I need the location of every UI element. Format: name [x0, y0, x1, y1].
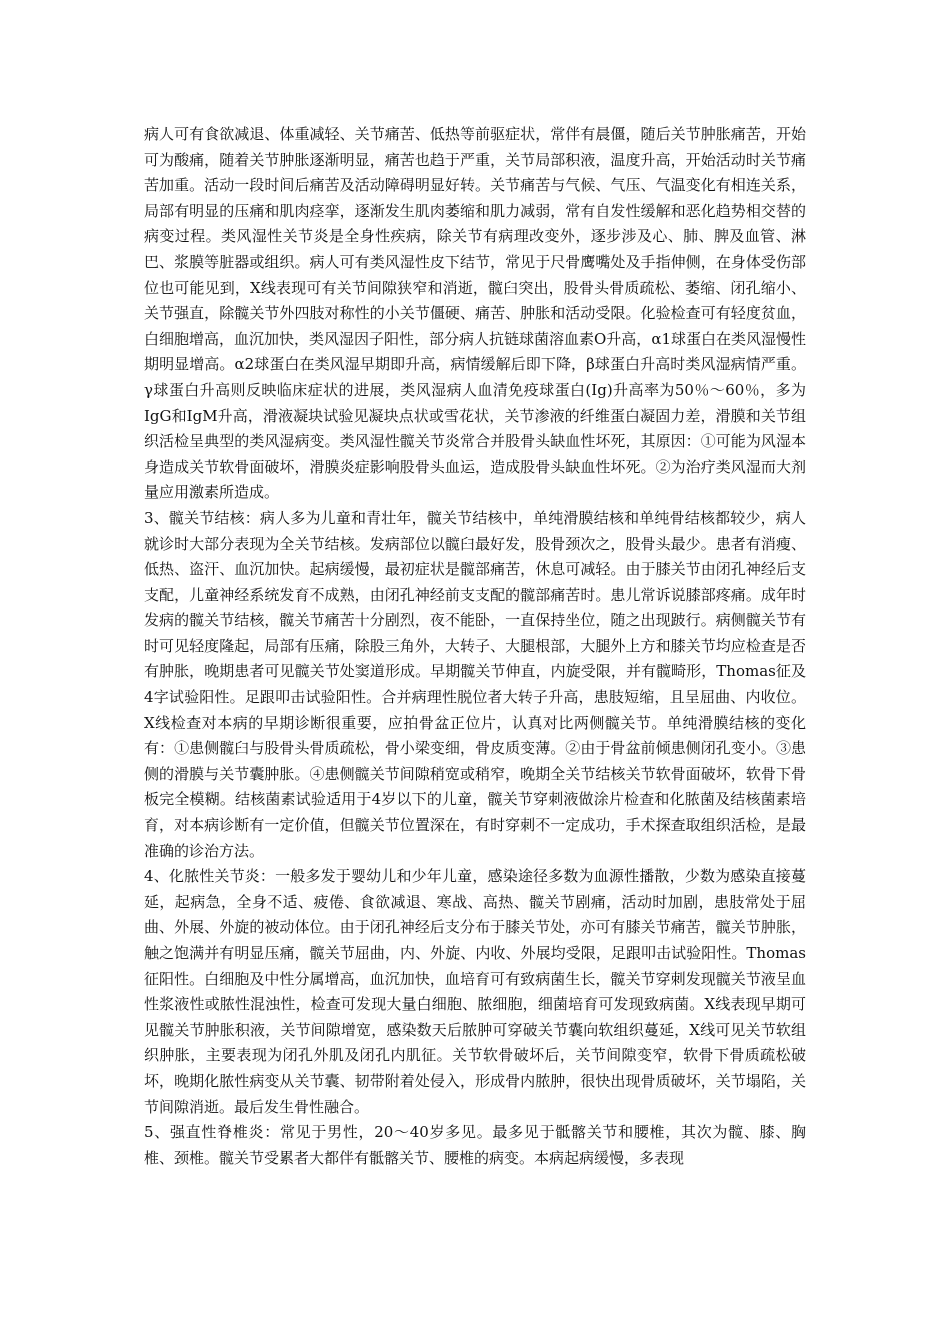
- paragraph-rheumatoid-arthritis: 病人可有食欲减退、体重减轻、关节痛苦、低热等前驱症状，常伴有晨僵，随后关节肿胀痛苦，开始可为酸痛，随着关节肿胀逐渐明显，痛苦也趋于严重，关节局部积液，温度升高，开始活动时关节痛苦加重。活动一段时间后痛苦及活动障碍明显好转。关节痛苦与气候、气压、气温变化有相连关系，局部有明显的压痛和肌肉痉挛，逐渐发生肌肉萎缩和肌力减弱，常有自发性缓解和恶化趋势相交替的病变过程。类风湿性关节炎是全身性疾病，除关节有病理改变外，逐步涉及心、肺、脾及血管、淋巴、浆膜等脏器或组织。病人可有类风湿性皮下结节，常见于尺骨鹰嘴处及手指伸侧，在身体受伤部位也可能见到，X线表现可有关节间隙狭窄和消逝，髋臼突出，股骨头骨质疏松、萎缩、闭孔缩小、关节强直，除髋关节外四肢对称性的小关节僵硬、痛苦、肿胀和活动受限。化验检查可有轻度贫血，白细胞增高，血沉加快，类风湿因子阳性，部分病人抗链球菌溶血素O升高，α1球蛋白在类风湿慢性期明显增高。α2球蛋白在类风湿早期即升高，病情缓解后即下降，β球蛋白升高时类风湿病情严重。γ球蛋白升高则反映临床症状的进展，类风湿病人血清免疫球蛋白(Ig)升高率为50％～60％，多为IgG和IgM升高，滑液凝块试验见凝块点状或雪花状，关节渗液的纤维蛋白凝固力差，滑膜和关节组织活检呈典型的类风湿病变。类风湿性髋关节炎常合并股骨头缺血性坏死，其原因：①可能为风湿本身造成关节软骨面破坏，滑膜炎症影响股骨头血运，造成股骨头缺血性坏死。②为治疗类风湿而大剂量应用激素所造成。: [144, 125, 806, 502]
- paragraph-hip-tuberculosis: 3、髋关节结核：病人多为儿童和青壮年，髋关节结核中，单纯滑膜结核和单纯骨结核都较少，病人就诊时大部分表现为全关节结核。发病部位以髋臼最好发，股骨颈次之，股骨头最少。患者有消瘦、低热、盗汗、血沉加快。起病缓慢，最初症状是髋部痛苦，休息可减轻。由于膝关节由闭孔神经后支支配，儿童神经系统发育不成熟，由闭孔神经前支支配的髋部痛苦时。患儿常诉说膝部疼痛。成年时发病的髋关节结核，髋关节痛苦十分剧烈，夜不能卧，一直保持坐位，随之出现跛行。病侧髋关节有时可见轻度隆起，局部有压痛，除股三角外，大转子、大腿根部，大腿外上方和膝关节均应检查是否有肿胀，晚期患者可见髋关节处窦道形成。早期髋关节伸直，内旋受限，并有髋畸形，Thomas征及4字试验阳性。足跟叩击试验阳性。合并病理性脱位者大转子升高，患肢短缩，且呈屈曲、内收位。X线检查对本病的早期诊断很重要，应拍骨盆正位片，认真对比两侧髋关节。单纯滑膜结核的变化有：①患侧髋臼与股骨头骨质疏松，骨小梁变细，骨皮质变薄。②由于骨盆前倾患侧闭孔变小。③患侧的滑膜与关节囊肿胀。④患侧髋关节间隙稍宽或稍窄，晚期全关节结核关节软骨面破坏，软骨下骨板完全模糊。结核菌素试验适用于4岁以下的儿童，髋关节穿刺液做涂片检查和化脓菌及结核菌素培育，对本病诊断有一定价值，但髋关节位置深在，有时穿刺不一定成功，手术探查取组织活检，是最准确的诊治方法。: [144, 508, 806, 860]
- paragraph-suppurative-arthritis: 4、化脓性关节炎：一般多发于婴幼儿和少年儿童，感染途径多数为血源性播散，少数为感染直接蔓延，起病急，全身不适、疲倦、食欲减退、寒战、高热、髋关节剧痛，活动时加剧，患肢常处于屈曲、外展、外旋的被动体位。由于闭孔神经后支分布于膝关节处，亦可有膝关节痛苦，髋关节肿胀，触之饱满并有明显压痛，髋关节屈曲，内、外旋、内收、外展均受限，足跟叩击试验阳性。Thomas征阳性。白细胞及中性分属增高，血沉加快，血培育可有致病菌生长，髋关节穿刺发现髋关节液呈血性浆液性或脓性混浊性，检查可发现大量白细胞、脓细胞，细菌培育可发现致病菌。X线表现早期可见髋关节肿胀积液，关节间隙增宽，感染数天后脓肿可穿破关节囊向软组织蔓延，X线可见关节软组织肿胀，主要表现为闭孔外肌及闭孔内肌征。关节软骨破坏后，关节间隙变窄，软骨下骨质疏松破坏，晚期化脓性病变从关节囊、韧带附着处侵入，形成骨内脓肿，很快出现骨质破坏，关节塌陷，关节间隙消逝。最后发生骨性融合。: [144, 867, 806, 1116]
- paragraph-ankylosing-spondylitis: 5、强直性脊椎炎：常见于男性，20～40岁多见。最多见于骶髂关节和腰椎，其次为髋、膝、胸椎、颈椎。髋关节受累者大都伴有骶髂关节、腰椎的病变。本病起病缓慢，多表现: [144, 1123, 806, 1167]
- document-page: [144, 122, 806, 1171]
